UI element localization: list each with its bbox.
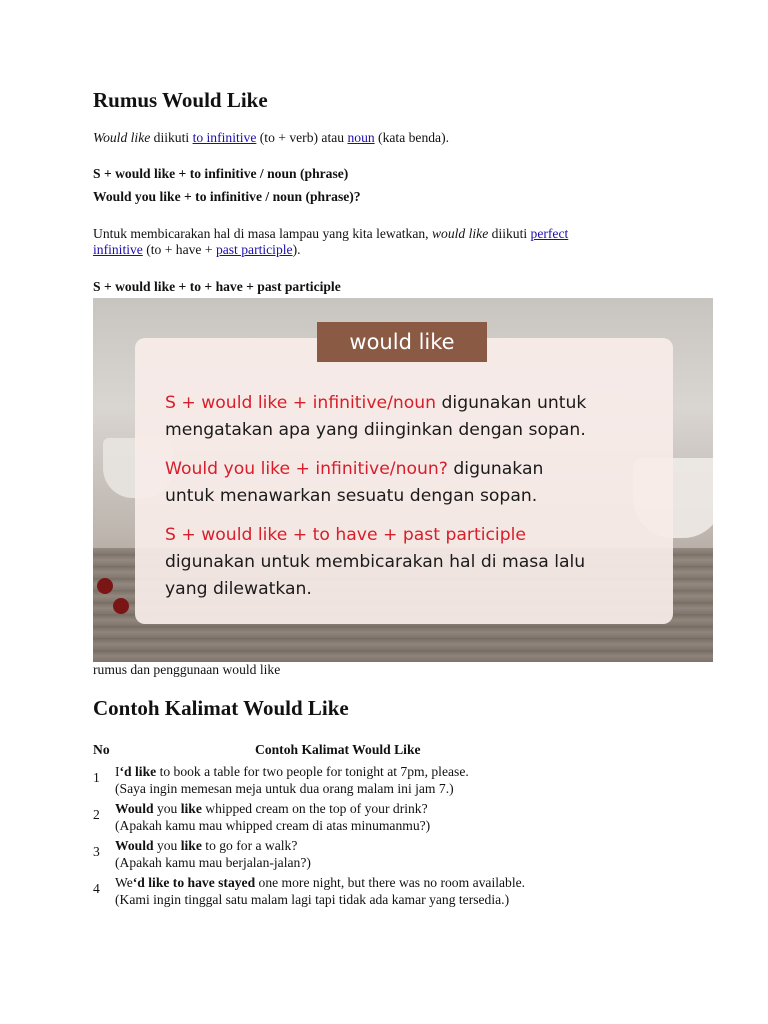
text: I bbox=[115, 764, 120, 779]
bold-text: ‘d like to have stayed bbox=[132, 875, 256, 890]
section-title-contoh: Contoh Kalimat Would Like bbox=[93, 696, 349, 720]
figure-caption: rumus dan penggunaan would like bbox=[93, 662, 281, 677]
example-sentence bbox=[115, 874, 525, 891]
would-like-italic: would like bbox=[431, 226, 489, 241]
text: to book a table for two people for tonight at 7pm, please. bbox=[156, 764, 469, 779]
text: (to + have + bbox=[142, 242, 216, 257]
figure-line-6: digunakan untuk membicarakan hal di masa lalu bbox=[165, 552, 586, 572]
bold-text: like bbox=[180, 801, 202, 816]
bold-text: Would bbox=[115, 801, 154, 816]
row-content bbox=[115, 874, 525, 908]
text: (to + verb) atau bbox=[256, 130, 348, 145]
bold-text: like bbox=[180, 838, 202, 853]
row-number: 1 bbox=[93, 770, 100, 785]
intro-paragraph bbox=[93, 130, 449, 146]
berry-decoration bbox=[97, 578, 113, 594]
text: diikuti bbox=[150, 130, 193, 145]
text: digunakan untuk bbox=[436, 393, 587, 413]
text: one more night, but there was no room available. bbox=[255, 875, 526, 890]
formula-3: S + would like + to + have + past participle bbox=[93, 279, 341, 294]
formula-1: S + would like + to infinitive / noun (phrase) bbox=[93, 166, 349, 181]
row-content bbox=[115, 800, 430, 834]
example-sentence bbox=[115, 800, 430, 817]
example-sentence bbox=[115, 763, 469, 780]
text: Untuk membicarakan hal di masa lampau yang kita lewatkan, bbox=[93, 226, 432, 241]
text: We bbox=[115, 875, 133, 890]
red-text: S + would like + infinitive/noun bbox=[165, 393, 437, 413]
formula-2: Would you like + to infinitive / noun (phrase)? bbox=[93, 189, 361, 204]
infographic-image bbox=[93, 298, 713, 662]
figure-line-5: S + would like + to have + past participle bbox=[165, 525, 526, 545]
translation: (Saya ingin memesan meja untuk dua orang malam ini jam 7.) bbox=[115, 781, 454, 796]
text: diikuti bbox=[488, 226, 531, 241]
past-paragraph-line2 bbox=[93, 242, 301, 258]
bold-text: ‘d like bbox=[119, 764, 157, 779]
figure-line-3 bbox=[165, 456, 543, 483]
text: to go for a walk? bbox=[201, 838, 298, 853]
figure-line-2: mengatakan apa yang diinginkan dengan sopan. bbox=[165, 420, 586, 440]
link-noun[interactable]: noun bbox=[347, 130, 375, 145]
text: you bbox=[153, 801, 181, 816]
figure-line-7: yang dilewatkan. bbox=[165, 579, 312, 599]
row-number: 2 bbox=[93, 807, 100, 822]
table-header-contoh: Contoh Kalimat Would Like bbox=[255, 742, 421, 757]
figure-line-1 bbox=[165, 390, 586, 417]
text: whipped cream on the top of your drink? bbox=[201, 801, 428, 816]
link-perfect[interactable]: perfect bbox=[530, 226, 569, 241]
translation: (Apakah kamu mau whipped cream di atas minumanmu?) bbox=[115, 818, 431, 833]
row-number: 3 bbox=[93, 844, 100, 859]
text: you bbox=[153, 838, 181, 853]
translation: (Kami ingin tinggal satu malam lagi tapi tidak ada kamar yang tersedia.) bbox=[115, 892, 510, 907]
table-header-no: No bbox=[93, 742, 110, 757]
berry-decoration bbox=[113, 598, 129, 614]
red-text: Would you like + infinitive/noun? bbox=[165, 459, 448, 479]
bold-text: Would bbox=[115, 838, 154, 853]
text: ). bbox=[292, 242, 301, 257]
example-sentence bbox=[115, 837, 311, 854]
would-like-italic: Would like bbox=[93, 130, 151, 145]
row-number: 4 bbox=[93, 881, 100, 896]
row-content bbox=[115, 837, 311, 871]
link-infinitive[interactable]: infinitive bbox=[93, 242, 143, 257]
figure-line-4: untuk menawarkan sesuatu dengan sopan. bbox=[165, 486, 538, 506]
link-to-infinitive[interactable]: to infinitive bbox=[192, 130, 257, 145]
translation: (Apakah kamu mau berjalan-jalan?) bbox=[115, 855, 311, 870]
section-title-rumus: Rumus Would Like bbox=[93, 88, 268, 112]
text: digunakan bbox=[447, 459, 544, 479]
row-content bbox=[115, 763, 469, 797]
link-past-participle[interactable]: past participle bbox=[215, 242, 293, 257]
would-like-tag: would like bbox=[317, 322, 487, 362]
past-paragraph-line1 bbox=[93, 226, 568, 242]
text: (kata benda). bbox=[374, 130, 450, 145]
